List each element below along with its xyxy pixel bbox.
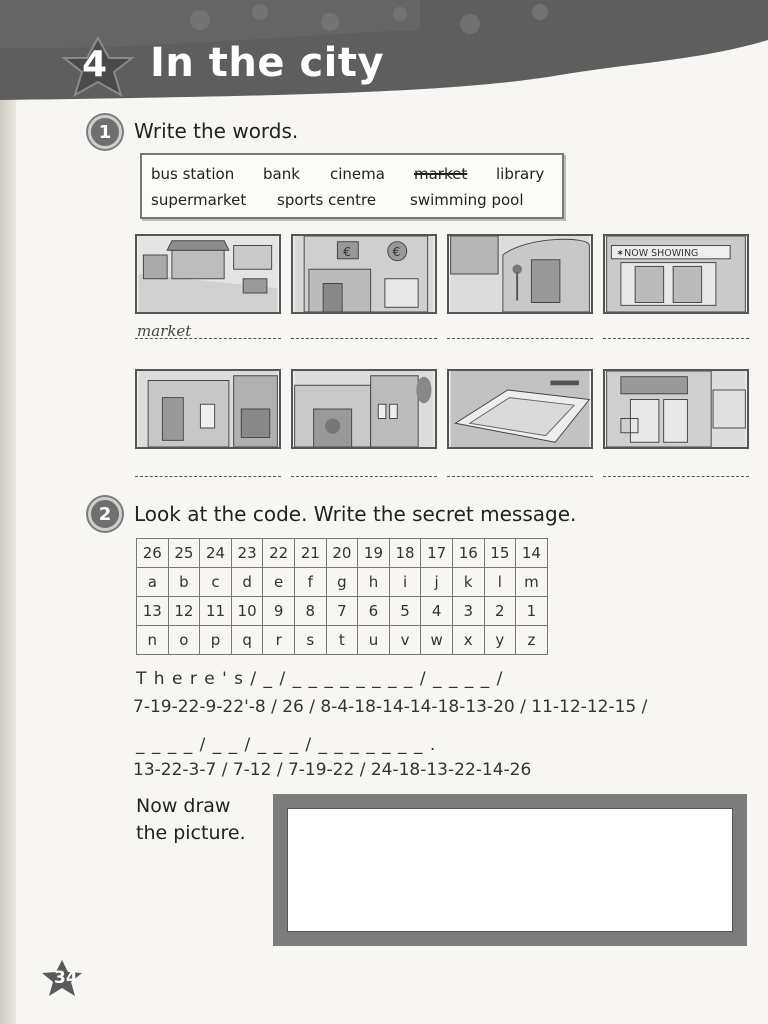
bus-station-icon [449, 236, 591, 312]
market-icon [137, 236, 279, 312]
code-cell: w [421, 626, 453, 655]
code-cell: 22 [263, 539, 295, 568]
code-cell: s [294, 626, 326, 655]
swimming-pool-icon [449, 371, 591, 447]
code-cell: x [452, 626, 484, 655]
supermarket-picture [603, 369, 749, 449]
code-cell: 5 [389, 597, 421, 626]
code-cell: 19 [358, 539, 390, 568]
code-cell: d [231, 568, 263, 597]
code-cell: u [358, 626, 390, 655]
answer-market: market [137, 322, 192, 340]
code-cell: 21 [294, 539, 326, 568]
code-cell: 14 [516, 539, 548, 568]
word-sports-centre: sports centre [277, 191, 377, 209]
chapter-header [0, 0, 768, 100]
drawing-frame [273, 794, 747, 946]
message-line-1-codes: 7-19-22-9-22'-8 / 26 / 8-4-18-14-14-18-13-20 / 11-12-12-15 / [133, 697, 648, 717]
answer-line-7[interactable] [447, 476, 593, 477]
code-cell: f [294, 568, 326, 597]
answer-line-8[interactable] [603, 476, 749, 477]
code-cell: 15 [484, 539, 516, 568]
code-cell: y [484, 626, 516, 655]
draw-label-line-1: Now draw [136, 795, 231, 817]
message-line-2-codes: 13-22-3-7 / 7-12 / 7-19-22 / 24-18-13-22-14-26 [133, 760, 532, 780]
code-cell: 2 [484, 597, 516, 626]
code-cell: 9 [263, 597, 295, 626]
bank-picture [291, 234, 437, 314]
word-bank [140, 153, 564, 219]
word-swimming-pool: swimming pool [410, 191, 524, 209]
code-cell: b [168, 568, 200, 597]
answer-line-5[interactable] [135, 476, 281, 477]
code-row [137, 539, 548, 568]
word-library: library [496, 165, 545, 183]
answer-line-2[interactable] [291, 338, 437, 339]
library-icon [137, 371, 279, 447]
code-cell: 24 [200, 539, 232, 568]
exercise-2-instruction: Look at the code. Write the secret message. [134, 502, 577, 526]
code-cell: o [168, 626, 200, 655]
draw-instruction [136, 793, 246, 847]
code-cell: 4 [421, 597, 453, 626]
code-cell: 20 [326, 539, 358, 568]
code-cell: c [200, 568, 232, 597]
market-picture [135, 234, 281, 314]
word-market-crossed: market [414, 165, 468, 183]
code-cell: 18 [389, 539, 421, 568]
chapter-number: 4 [82, 44, 108, 85]
code-cell: 23 [231, 539, 263, 568]
svg-text:€: € [343, 244, 351, 259]
code-cell: h [358, 568, 390, 597]
code-row [137, 568, 548, 597]
code-cell: 16 [452, 539, 484, 568]
code-cell: t [326, 626, 358, 655]
code-cell: 17 [421, 539, 453, 568]
exercise-2-badge: 2 [88, 497, 122, 531]
code-cell: r [263, 626, 295, 655]
svg-text:€: € [392, 244, 401, 259]
code-cell: m [516, 568, 548, 597]
code-cell: 12 [168, 597, 200, 626]
code-cell: k [452, 568, 484, 597]
code-cell: g [326, 568, 358, 597]
chapter-title: In the city [150, 40, 385, 86]
exercise-1-instruction: Write the words. [134, 119, 299, 143]
code-cell: v [389, 626, 421, 655]
code-cell: 8 [294, 597, 326, 626]
code-table [136, 538, 548, 655]
bank-icon [293, 236, 435, 312]
code-row [137, 597, 548, 626]
code-cell: i [389, 568, 421, 597]
library-picture [135, 369, 281, 449]
code-cell: 25 [168, 539, 200, 568]
code-cell: 3 [452, 597, 484, 626]
code-cell: e [263, 568, 295, 597]
answer-line-4[interactable] [603, 338, 749, 339]
code-cell: p [200, 626, 232, 655]
code-cell: 11 [200, 597, 232, 626]
word-bus-station: bus station [151, 165, 235, 183]
word-bank: bank [263, 165, 300, 183]
code-row [137, 626, 548, 655]
message-line-1-blanks[interactable]: T h e r e ' s / _ / _ _ _ _ _ _ _ _ / _ _ _ _ / [136, 669, 504, 689]
code-cell: 6 [358, 597, 390, 626]
word-cinema: cinema [330, 165, 385, 183]
cinema-icon [605, 236, 747, 312]
code-cell: n [137, 626, 169, 655]
swimming-pool-picture [447, 369, 593, 449]
code-cell: 26 [137, 539, 169, 568]
code-cell: 1 [516, 597, 548, 626]
answer-line-3[interactable] [447, 338, 593, 339]
drawing-area[interactable] [287, 808, 733, 932]
answer-line-6[interactable] [291, 476, 437, 477]
book-spine [0, 0, 16, 1024]
word-supermarket: supermarket [151, 191, 247, 209]
svg-text:✶NOW SHOWING: ✶NOW SHOWING [616, 247, 699, 259]
code-cell: z [516, 626, 548, 655]
message-line-2-blanks[interactable]: _ _ _ _ / _ _ / _ _ _ / _ _ _ _ _ _ _ . [136, 735, 437, 755]
code-cell: 7 [326, 597, 358, 626]
page-number: 34 [54, 968, 78, 988]
cinema-picture [603, 234, 749, 314]
draw-label-line-2: the picture. [136, 822, 246, 844]
code-cell: a [137, 568, 169, 597]
code-cell: 13 [137, 597, 169, 626]
code-cell: q [231, 626, 263, 655]
page-number-badge [40, 958, 92, 1000]
supermarket-icon [605, 371, 747, 447]
code-cell: l [484, 568, 516, 597]
code-cell: 10 [231, 597, 263, 626]
code-cell: j [421, 568, 453, 597]
exercise-1-badge: 1 [88, 115, 122, 149]
sports-centre-picture [291, 369, 437, 449]
sports-centre-icon [293, 371, 435, 447]
bus-station-picture [447, 234, 593, 314]
